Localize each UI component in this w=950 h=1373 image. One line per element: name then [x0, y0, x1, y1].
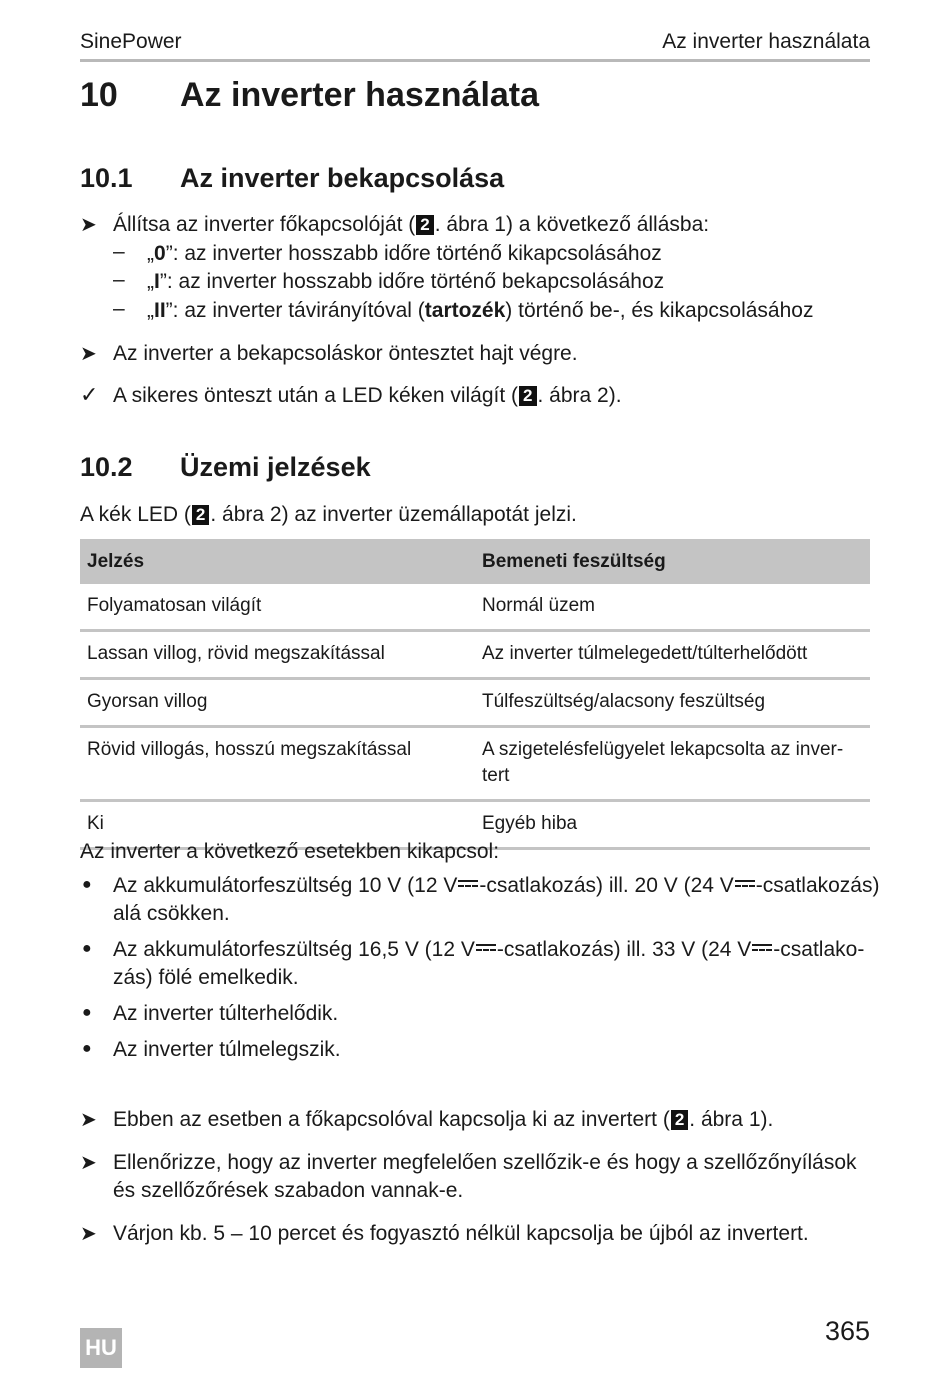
section-intro — [80, 501, 577, 529]
language-badge: HU — [80, 1328, 122, 1368]
result-text-part: . ábra 2). — [537, 384, 622, 407]
dash-icon: – — [113, 240, 125, 263]
quote-mark: ” — [165, 299, 173, 322]
table-row — [80, 584, 870, 631]
option-text: ) történő be-, és kikapcsolásához — [505, 299, 814, 322]
table-header-row — [80, 539, 870, 584]
dc-voltage-icon — [475, 942, 497, 954]
figure-ref-badge: 2 — [416, 215, 433, 235]
step-text: Ebben az esetben a főkapcsolóval kapcsolja ki az invertert ( — [113, 1108, 670, 1131]
list-item — [113, 872, 879, 900]
table-row — [80, 679, 870, 727]
table-cell: Folyamatosan világít — [80, 584, 475, 631]
section-number: 10.2 — [80, 452, 133, 482]
table-row — [80, 727, 870, 801]
page-number: 365 — [824, 1316, 870, 1346]
section-number: 10.1 — [80, 163, 133, 193]
dc-voltage-icon — [457, 878, 479, 890]
action-arrow-icon: ➤ — [80, 1152, 97, 1174]
step-text: Állítsa az inverter főkapcsolóját ( — [113, 213, 416, 236]
action-arrow-icon: ➤ — [80, 1109, 97, 1131]
figure-ref-badge: 2 — [192, 505, 209, 525]
option-text: : az inverter hosszabb időre történő kikapcsolásához — [172, 242, 662, 265]
instruction-step: Az inverter a bekapcsoláskor öntesztet hajt végre. — [113, 342, 578, 365]
dc-voltage-icon — [734, 878, 756, 890]
dash-icon: – — [113, 297, 125, 320]
list-text: -csatlakozás) — [755, 874, 880, 897]
switch-position: 0 — [154, 242, 166, 265]
action-arrow-icon: ➤ — [80, 343, 97, 365]
table-cell: Egyéb hiba — [475, 801, 870, 849]
chapter-number: 10 — [80, 76, 118, 114]
bullet-icon: ● — [82, 1004, 92, 1021]
table-cell: Gyorsan villog — [80, 679, 475, 727]
figure-ref-badge: 2 — [671, 1110, 688, 1130]
instruction-step: Ellenőrizze, hogy az inverter megfelelően szellőzik-e és hogy a szellőzőnyílások — [113, 1151, 857, 1174]
step-text: . ábra 1) a következő állásba: — [434, 213, 710, 236]
table-cell: Ki — [80, 801, 475, 849]
switch-position: II — [154, 299, 166, 322]
table-cell: A szigetelésfelügyelet lekapcsolta az inver-tert — [475, 727, 870, 801]
dash-icon: – — [113, 268, 125, 291]
signal-table — [80, 539, 870, 850]
switch-option — [147, 240, 662, 268]
section-title: Üzemi jelzések — [180, 452, 371, 482]
table-cell: Normál üzem — [475, 584, 870, 631]
checkmark-icon: ✓ — [80, 382, 99, 407]
intro-text: A kék LED ( — [80, 503, 191, 526]
instruction-step: Várjon kb. 5 – 10 percet és fogyasztó nélkül kapcsolja be újból az invertert. — [113, 1222, 809, 1245]
list-text: -csatlakozás) ill. 20 V (24 V — [479, 874, 734, 897]
header-divider — [80, 59, 870, 62]
table-row — [80, 631, 870, 679]
quote-mark: „ — [147, 270, 154, 293]
dc-voltage-icon — [751, 942, 773, 954]
list-item-continuation: alá csökken. — [113, 902, 230, 925]
list-text: -csatlako- — [773, 938, 865, 961]
list-item — [113, 936, 864, 964]
figure-ref-badge: 2 — [519, 386, 536, 406]
switch-position: I — [154, 270, 160, 293]
option-text: : az inverter hosszabb időre történő bekapcsolásához — [166, 270, 665, 293]
table-cell: Rövid villogás, hosszú megszakítással — [80, 727, 475, 801]
list-text: Az akkumulátorfeszültség 10 V (12 V — [113, 874, 458, 897]
shutdown-intro: Az inverter a következő esetekben kikapcsol: — [80, 840, 500, 863]
accessory-label: tartozék — [424, 299, 506, 322]
column-header: Jelzés — [80, 539, 475, 584]
instruction-step — [113, 211, 709, 239]
list-text: -csatlakozás) ill. 33 V (24 V — [496, 938, 752, 961]
step-text: . ábra 1). — [689, 1108, 774, 1131]
intro-text: . ábra 2) az inverter üzemállapotát jelzi. — [210, 503, 577, 526]
table-cell: Lassan villog, rövid megszakítással — [80, 631, 475, 679]
quote-mark: ” — [159, 270, 167, 293]
list-item: Az inverter túlmelegszik. — [113, 1038, 341, 1061]
quote-mark: „ — [147, 242, 154, 265]
result-text — [113, 382, 622, 410]
running-header-chapter: Az inverter használata — [662, 30, 870, 53]
chapter-title: Az inverter használata — [180, 76, 540, 114]
bullet-icon: ● — [82, 876, 92, 893]
column-header: Bemeneti feszültség — [475, 539, 870, 584]
switch-option — [147, 268, 664, 296]
table-cell: Az inverter túlmelegedett/túlterhelődött — [475, 631, 870, 679]
section-title: Az inverter bekapcsolása — [180, 163, 505, 193]
instruction-step — [113, 1106, 773, 1134]
action-arrow-icon: ➤ — [80, 214, 97, 236]
list-text: Az akkumulátorfeszültség 16,5 V (12 V — [113, 938, 475, 961]
action-arrow-icon: ➤ — [80, 1223, 97, 1245]
bullet-icon: ● — [82, 1040, 92, 1057]
bullet-icon: ● — [82, 940, 92, 957]
switch-option — [147, 297, 813, 325]
option-text: : az inverter távirányítóval ( — [172, 299, 425, 322]
quote-mark: „ — [147, 299, 154, 322]
list-item-continuation: zás) fölé emelkedik. — [113, 966, 299, 989]
running-header-brand: SinePower — [80, 30, 182, 53]
table-cell: Túlfeszültség/alacsony feszültség — [475, 679, 870, 727]
quote-mark: ” — [165, 242, 173, 265]
list-item: Az inverter túlterhelődik. — [113, 1002, 339, 1025]
result-text-part: A sikeres önteszt után a LED kéken világít ( — [113, 384, 519, 407]
instruction-step-continuation: és szellőzőrések szabadon vannak-e. — [113, 1179, 464, 1202]
